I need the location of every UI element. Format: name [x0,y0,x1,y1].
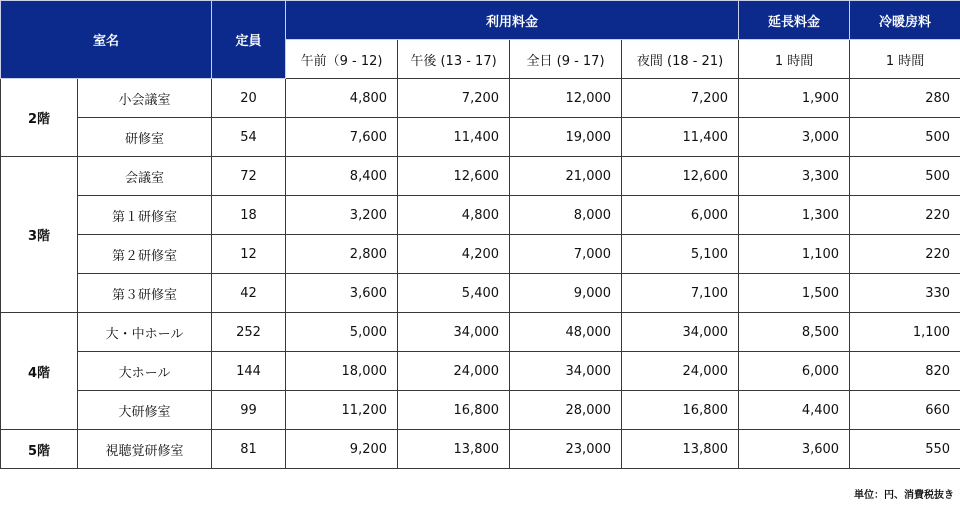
room-capacity: 54 [212,118,286,157]
fee-afternoon: 11,400 [398,118,510,157]
room-capacity: 42 [212,274,286,313]
fee-extension: 3,000 [739,118,850,157]
room-capacity: 252 [212,313,286,352]
header-row-main [1,1,960,40]
header-full-day: 全日 (9 - 17) [510,40,622,79]
fee-extension: 3,300 [739,157,850,196]
table-row [1,79,960,118]
fee-full-day: 28,000 [510,391,622,430]
header-extension-fee: 延長料金 [739,1,850,40]
room-capacity: 72 [212,157,286,196]
room-name: 小会議室 [78,79,212,118]
fee-aircon: 220 [850,196,960,235]
fee-aircon: 550 [850,430,960,469]
header-usage-fee: 利用料金 [286,1,739,40]
fee-afternoon: 24,000 [398,352,510,391]
fee-night: 13,800 [622,430,739,469]
fee-night: 34,000 [622,313,739,352]
fee-aircon: 820 [850,352,960,391]
fee-morning: 5,000 [286,313,398,352]
header-extension-per-hour: 1 時間 [739,40,850,79]
fee-full-day: 12,000 [510,79,622,118]
fee-aircon: 500 [850,157,960,196]
fee-full-day: 7,000 [510,235,622,274]
fee-afternoon: 12,600 [398,157,510,196]
table-row [1,157,960,196]
table-row [1,352,960,391]
room-name: 大・中ホール [78,313,212,352]
fee-morning: 3,600 [286,274,398,313]
table-row [1,274,960,313]
fee-aircon: 330 [850,274,960,313]
fee-full-day: 34,000 [510,352,622,391]
fee-night: 11,400 [622,118,739,157]
fee-afternoon: 16,800 [398,391,510,430]
fee-afternoon: 34,000 [398,313,510,352]
fee-extension: 1,100 [739,235,850,274]
table-row [1,235,960,274]
fee-night: 6,000 [622,196,739,235]
fee-night: 16,800 [622,391,739,430]
floor-label: 2階 [1,79,78,157]
header-capacity: 定員 [212,1,286,79]
room-name: 第２研修室 [78,235,212,274]
fee-aircon: 500 [850,118,960,157]
room-capacity: 20 [212,79,286,118]
fee-morning: 18,000 [286,352,398,391]
fee-night: 5,100 [622,235,739,274]
fee-morning: 8,400 [286,157,398,196]
fee-morning: 4,800 [286,79,398,118]
fee-morning: 3,200 [286,196,398,235]
fee-morning: 2,800 [286,235,398,274]
fee-aircon: 1,100 [850,313,960,352]
table-row [1,391,960,430]
fee-full-day: 21,000 [510,157,622,196]
fee-extension: 1,900 [739,79,850,118]
header-afternoon: 午後 (13 - 17) [398,40,510,79]
table-row [1,430,960,469]
fee-night: 24,000 [622,352,739,391]
table-header [1,1,960,79]
table-body [1,79,960,469]
header-night: 夜間 (18 - 21) [622,40,739,79]
table-row [1,196,960,235]
room-name: 会議室 [78,157,212,196]
fee-extension: 1,500 [739,274,850,313]
fee-full-day: 9,000 [510,274,622,313]
room-capacity: 99 [212,391,286,430]
floor-label: 5階 [1,430,78,469]
fee-full-day: 23,000 [510,430,622,469]
fee-morning: 11,200 [286,391,398,430]
room-capacity: 12 [212,235,286,274]
fee-afternoon: 7,200 [398,79,510,118]
table-row [1,118,960,157]
room-capacity: 144 [212,352,286,391]
fee-full-day: 19,000 [510,118,622,157]
fee-aircon: 220 [850,235,960,274]
fee-extension: 4,400 [739,391,850,430]
fee-afternoon: 5,400 [398,274,510,313]
fee-night: 12,600 [622,157,739,196]
fee-extension: 3,600 [739,430,850,469]
room-name: 大研修室 [78,391,212,430]
fee-extension: 6,000 [739,352,850,391]
fee-aircon: 280 [850,79,960,118]
table-row [1,313,960,352]
floor-label: 4階 [1,313,78,430]
room-name: 研修室 [78,118,212,157]
fee-aircon: 660 [850,391,960,430]
header-morning: 午前（9 - 12) [286,40,398,79]
fee-afternoon: 4,200 [398,235,510,274]
fee-full-day: 48,000 [510,313,622,352]
header-aircon-fee: 冷暖房料 [850,1,960,40]
room-name: 第１研修室 [78,196,212,235]
room-name: 第３研修室 [78,274,212,313]
fee-morning: 9,200 [286,430,398,469]
fee-night: 7,100 [622,274,739,313]
fee-extension: 8,500 [739,313,850,352]
room-capacity: 81 [212,430,286,469]
fee-afternoon: 4,800 [398,196,510,235]
room-capacity: 18 [212,196,286,235]
room-name: 大ホール [78,352,212,391]
fee-extension: 1,300 [739,196,850,235]
header-room-name: 室名 [1,1,212,79]
header-aircon-per-hour: 1 時間 [850,40,960,79]
fee-full-day: 8,000 [510,196,622,235]
floor-label: 3階 [1,157,78,313]
fee-morning: 7,600 [286,118,398,157]
fee-afternoon: 13,800 [398,430,510,469]
fee-night: 7,200 [622,79,739,118]
room-name: 視聴覚研修室 [78,430,212,469]
unit-note: 単位：円、消費税抜き [854,490,954,501]
